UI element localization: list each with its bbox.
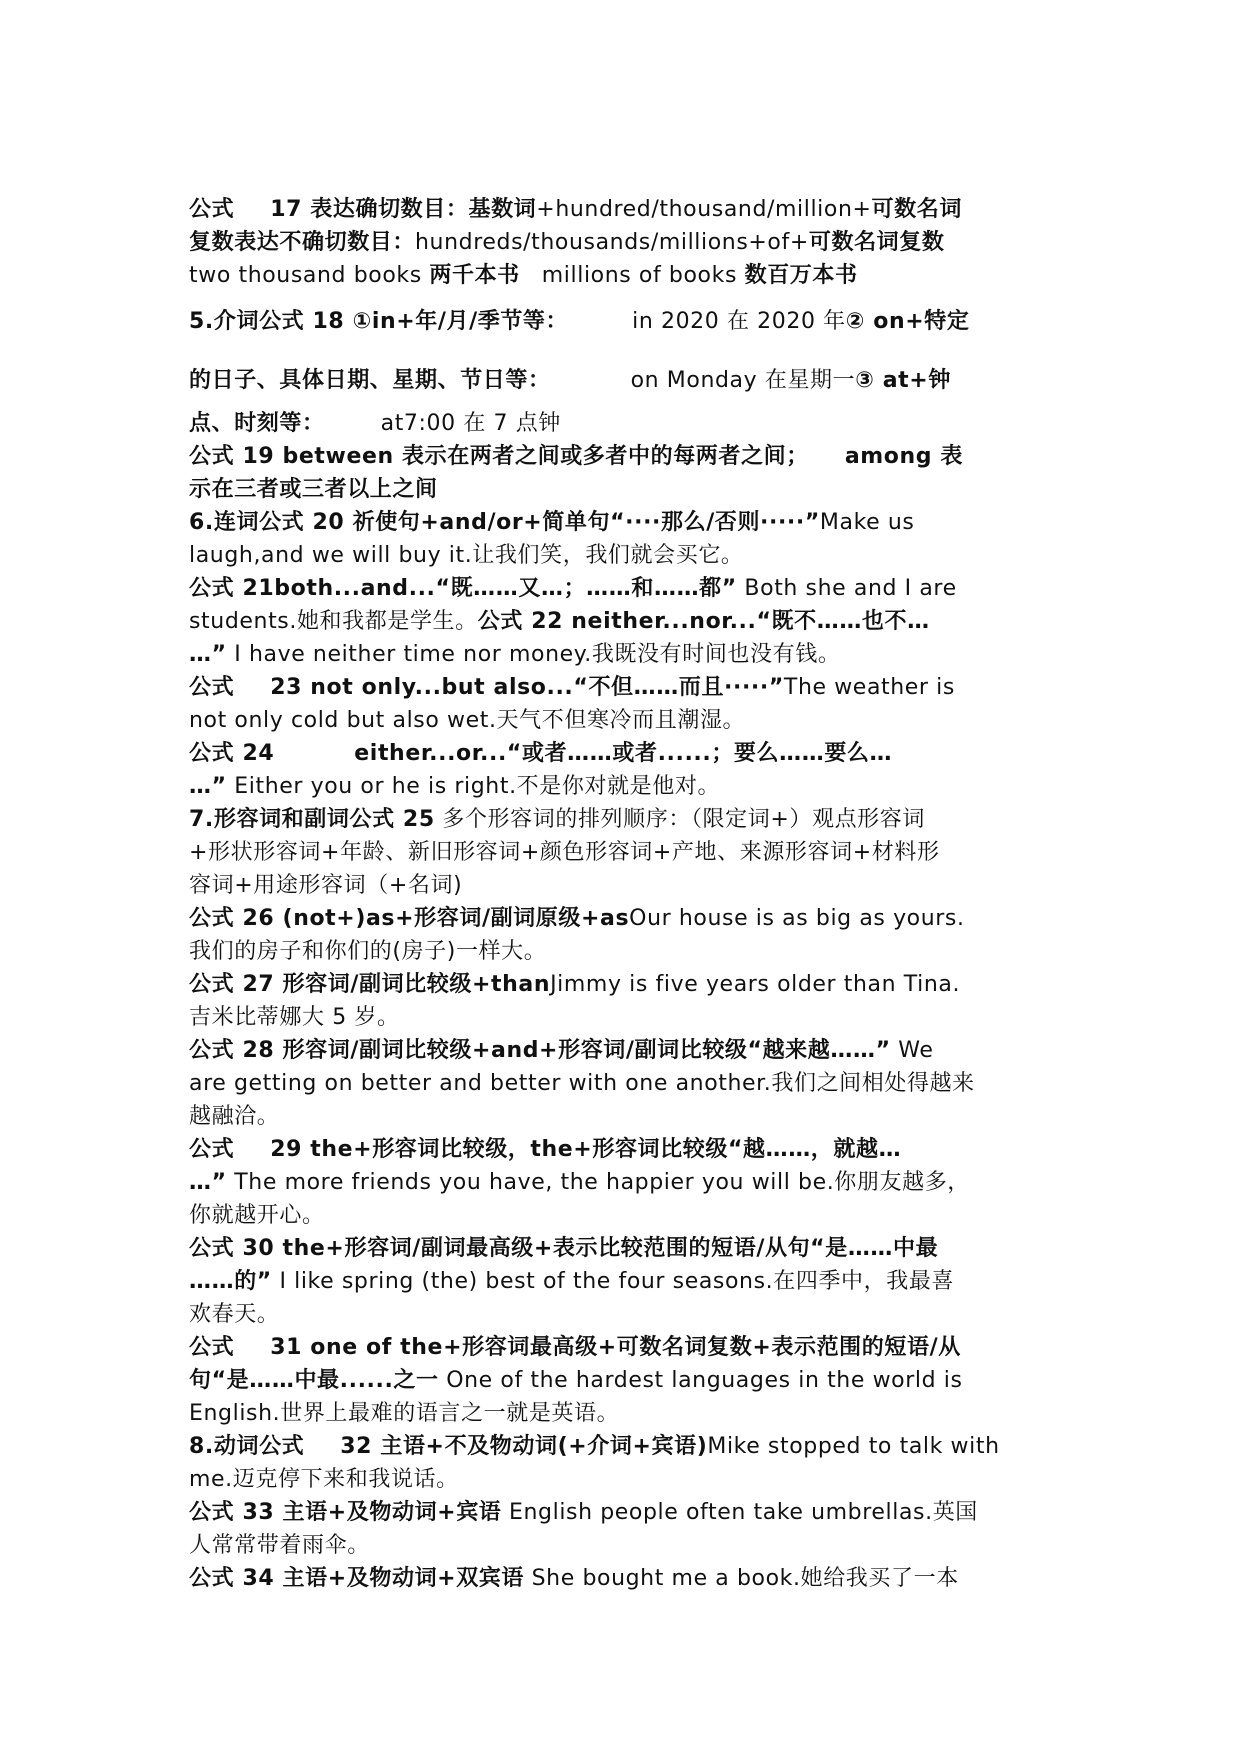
text-segment: 句“是……中最......之一	[189, 1368, 439, 1393]
example: not only cold but also wet.天气不但寒冷而且潮湿。	[189, 708, 746, 733]
text-segment: 可数名词	[871, 197, 962, 222]
example-en: millions of books	[541, 263, 745, 288]
text-line	[189, 572, 1069, 605]
document-page	[189, 193, 1069, 1595]
example: at7:00 在 7 点钟	[380, 411, 561, 436]
text-line	[189, 1364, 1069, 1397]
formula-title: 公式 30 the+形容词/副词最高级+表示比较范围的短语/从句“是……中最	[189, 1236, 939, 1261]
formula-title: 23 not only...but also...“不但……而且·····”	[270, 675, 784, 700]
example: 人常常带着雨伞。	[189, 1533, 370, 1558]
example: are getting on better and better with one another.我们之间相处得越来	[189, 1071, 975, 1096]
text-line	[189, 1067, 1069, 1100]
text-line	[189, 1034, 1069, 1067]
text-line	[189, 539, 1069, 572]
example: Either you or he is right.不是你对就是他对。	[226, 774, 721, 799]
text-segment: 多个形容词的排列顺序：（限定词+）观点形容词	[434, 807, 925, 832]
example: Mike stopped to talk with	[707, 1434, 1000, 1459]
text-segment: 可数名词复数	[808, 230, 945, 255]
text-line	[189, 193, 1069, 226]
text-line	[189, 1529, 1069, 1562]
text-line	[189, 1331, 1069, 1364]
text-line	[189, 506, 1069, 539]
text-segment: 示在三者或三者以上之间	[189, 477, 438, 502]
text-line	[189, 407, 1069, 440]
example-en: two thousand books	[189, 263, 430, 288]
text-line	[189, 737, 1069, 770]
example: in 2020 在 2020 年	[632, 309, 846, 334]
example: 吉米比蒂娜大 5 岁。	[189, 1005, 400, 1030]
formula-label: 公式	[189, 1137, 235, 1162]
text-line	[189, 803, 1069, 836]
example: The weather is	[783, 675, 955, 700]
example: 越融洽。	[189, 1104, 280, 1129]
text-segment: +hundred/thousand/million+	[536, 197, 872, 222]
example: I like spring (the) best of the four seasons.在四季中，我最喜	[271, 1269, 955, 1294]
formula-title: 公式 21both...and...“既……又…；……和……都”	[189, 576, 737, 601]
example-cn: 数百万本书	[744, 263, 858, 288]
text-segment: …”	[189, 774, 227, 799]
text-line	[189, 1199, 1069, 1232]
example: Our house is as big as yours.	[629, 906, 965, 931]
example: Make us	[819, 510, 915, 535]
example: Both she and I are	[736, 576, 957, 601]
text-line	[189, 902, 1069, 935]
text-segment: among 表	[844, 444, 963, 469]
text-line	[189, 671, 1069, 704]
formula-title: 公式 28 形容词/副词比较级+and+形容词/副词比较级“越来越……”	[189, 1038, 891, 1063]
formula-title: 公式 34 主语+及物动词+双宾语	[189, 1566, 525, 1591]
text-line	[189, 1133, 1069, 1166]
example: One of the hardest languages in the world is	[438, 1368, 963, 1393]
text-line	[189, 1463, 1069, 1496]
text-line	[189, 704, 1069, 737]
text-line	[189, 1430, 1069, 1463]
text-line	[189, 1100, 1069, 1133]
example: The more friends you have, the happier you will be.你朋友越多，	[226, 1170, 970, 1195]
text-line	[189, 1232, 1069, 1265]
text-segment: …”	[189, 642, 227, 667]
example: 我们的房子和你们的(房子)一样大。	[189, 939, 547, 964]
formula-title: 29 the+形容词比较级，the+形容词比较级“越……，就越…	[270, 1137, 902, 1162]
formula-title: 公式 19 between 表示在两者之间或多者中的每两者之间；	[189, 444, 809, 469]
text-segment: ③ at+钟	[855, 368, 951, 393]
example: students.她和我都是学生。	[189, 609, 478, 634]
text-segment: ……的”	[189, 1269, 272, 1294]
example: Jimmy is five years older than Tina.	[550, 972, 961, 997]
text-segment: 点、时刻等：	[189, 411, 325, 436]
text-line	[189, 968, 1069, 1001]
example: 欢春天。	[189, 1302, 280, 1327]
text-line	[189, 836, 1069, 869]
text-line	[189, 1265, 1069, 1298]
formula-label: 公式	[189, 1335, 235, 1360]
text-line	[189, 1397, 1069, 1430]
example: I have neither time nor money.我既没有时间也没有钱。	[226, 642, 841, 667]
formula-title: 32 主语+不及物动词(+介词+宾语)	[340, 1434, 708, 1459]
section-heading: 5.介词公式 18 ①in+年/月/季节等：	[189, 309, 569, 334]
example-cn: 两千本书	[429, 263, 520, 288]
formula-title: 31 one of the+形容词最高级+可数名词复数+表示范围的短语/从	[270, 1335, 961, 1360]
formula-title: 公式 33 主语+及物动词+宾语	[189, 1500, 502, 1525]
formula-label: 公式	[189, 197, 235, 222]
text-line	[189, 473, 1069, 506]
text-line	[189, 1166, 1069, 1199]
example: English people often take umbrellas.英国	[501, 1500, 978, 1525]
text-line	[189, 259, 1069, 292]
text-segment: 复数表达不确切数目：	[189, 230, 416, 255]
section-heading: 8.动词公式	[189, 1434, 305, 1459]
text-line	[189, 1496, 1069, 1529]
text-line	[189, 605, 1069, 638]
example: We	[890, 1038, 934, 1063]
text-line	[189, 1562, 1069, 1595]
text-segment: 的日子、具体日期、星期、节日等：	[189, 368, 551, 393]
formula-label: 公式 24	[189, 741, 275, 766]
text-line	[189, 935, 1069, 968]
example: She bought me a book.她给我买了一本	[524, 1566, 959, 1591]
example: on Monday 在星期一	[630, 368, 856, 393]
example: laugh,and we will buy it.让我们笑，我们就会买它。	[189, 543, 744, 568]
formula-title: 公式 26 (not+)as+形容词/副词原级+as	[189, 906, 630, 931]
text-line	[189, 770, 1069, 803]
text-segment: +形状形容词+年龄、新旧形容词+颜色形容词+产地、来源形容词+材料形	[189, 840, 940, 865]
text-line	[189, 638, 1069, 671]
formula-title: either...or...“或者……或者......；要么……要么…	[354, 741, 893, 766]
example: 你就越开心。	[189, 1203, 325, 1228]
text-line	[189, 226, 1069, 259]
text-segment: ② on+特定	[845, 309, 970, 334]
formula-label: 公式	[189, 675, 235, 700]
example: me.迈克停下来和我说话。	[189, 1467, 459, 1492]
text-line	[189, 1298, 1069, 1331]
text-line	[189, 440, 1069, 473]
text-line	[189, 869, 1069, 902]
text-segment: hundreds/thousands/millions+of+	[415, 230, 809, 255]
section-heading: 6.连词公式 20 祈使句+and/or+简单句“····那么/否则·····”	[189, 510, 820, 535]
text-segment: 容词+用途形容词（+名词)	[189, 873, 463, 898]
section-heading: 7.形容词和副词公式 25	[189, 807, 435, 832]
example: English.世界上最难的语言之一就是英语。	[189, 1401, 620, 1426]
text-line	[189, 364, 1069, 397]
text-segment: …”	[189, 1170, 227, 1195]
formula-title: 公式 27 形容词/副词比较级+than	[189, 972, 551, 997]
formula-title: 17 表达确切数目：基数词	[270, 197, 537, 222]
text-line	[189, 1001, 1069, 1034]
formula-title: 公式 22 neither...nor...“既不……也不…	[477, 609, 930, 634]
text-line	[189, 305, 1069, 338]
